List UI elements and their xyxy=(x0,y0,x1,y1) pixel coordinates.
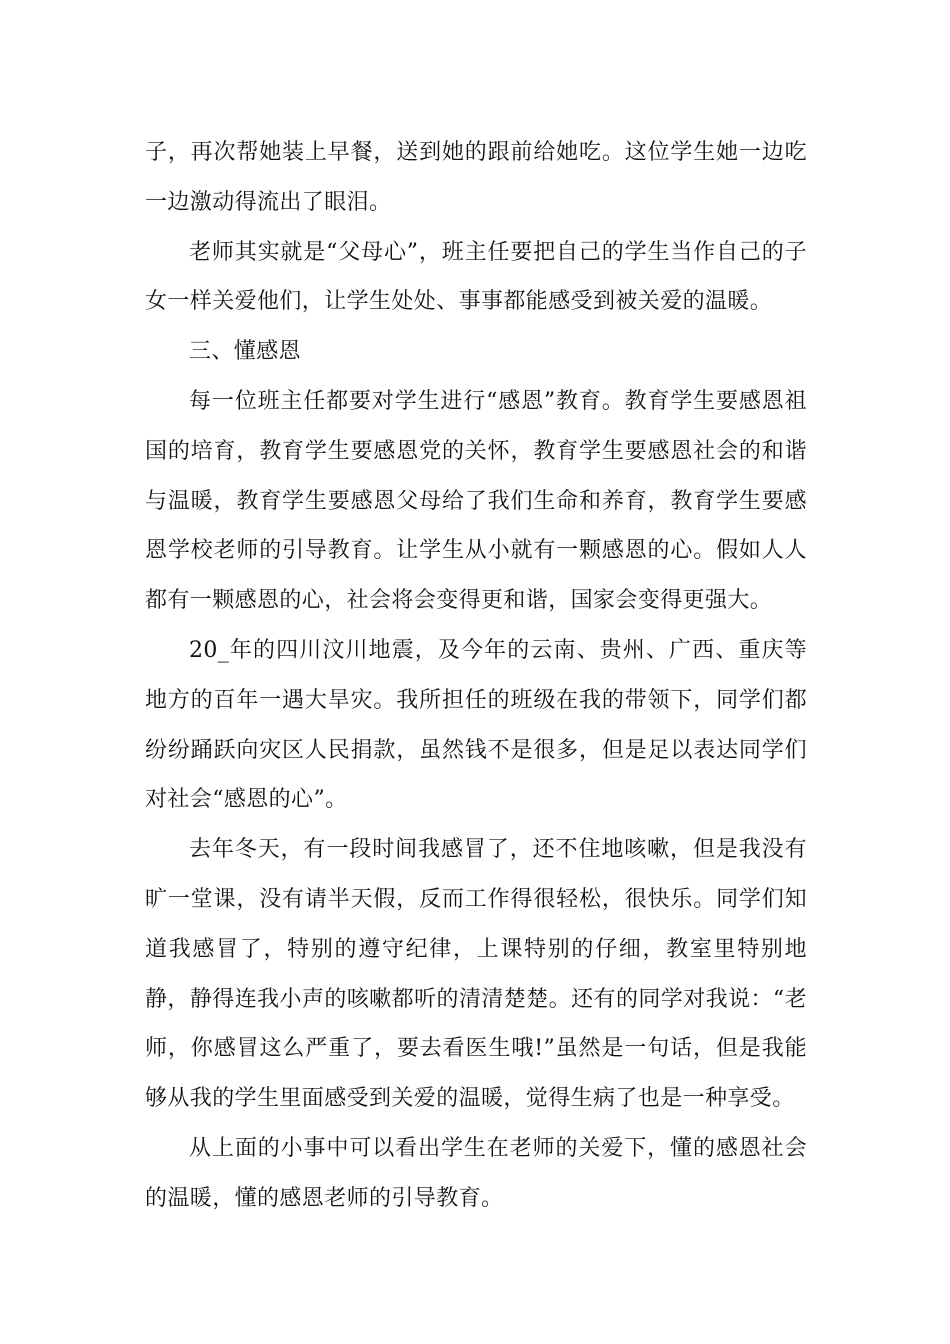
paragraph-earthquake-drought: 20_年的四川汶川地震，及今年的云南、贵州、广西、重庆等地方的百年一遇大旱灾。我所担任的班级在我的带领下，同学们都纷纷踊跃向灾区人民捐款，虽然钱不是很多，但是足以表达同学们对社会“感恩的心”。 xyxy=(145,637,807,813)
paragraph-continuation: 子，再次帮她装上早餐，送到她的跟前给她吃。这位学生她一边吃一边激动得流出了眼泪。 xyxy=(145,140,807,215)
paragraph-conclusion: 从上面的小事中可以看出学生在老师的关爱下，懂的感恩社会的温暖，懂的感恩老师的引导教育。 xyxy=(145,1135,807,1211)
paragraph-winter-cold: 去年冬天，有一段时间我感冒了，还不住地咳嗽，但是我没有旷一堂课，没有请半天假，反而工作得很轻松，很快乐。同学们知道我感冒了，特别的遵守纪律，上课特别的仔细，教室里特别地静，静得连我小声的咳嗽都听的清清楚楚。还有的同学对我说：“老师，你感冒这么严重了，要去看医生哦!”虽然是一句话，但是我能够从我的学生里面感受到关爱的温暖，觉得生病了也是一种享受。 xyxy=(145,837,807,1112)
paragraph-gratitude-education: 每一位班主任都要对学生进行“感恩”教育。教育学生要感恩祖国的培育，教育学生要感恩党的关怀，教育学生要感恩社会的和谐与温暖，教育学生要感恩父母给了我们生命和养育，教育学生要感恩学校老师的引导教育。让学生从小就有一颗感恩的心。假如人人都有一颗感恩的心，社会将会变得更和谐，国家会变得更强大。 xyxy=(145,388,807,614)
paragraph-parents-heart: 老师其实就是“父母心”，班主任要把自己的学生当作自己的子女一样关爱他们，让学生处处、事事都能感受到被关爱的温暖。 xyxy=(145,239,807,315)
section-heading-gratitude: 三、懂感恩 xyxy=(189,339,302,365)
document-body xyxy=(145,128,807,1224)
